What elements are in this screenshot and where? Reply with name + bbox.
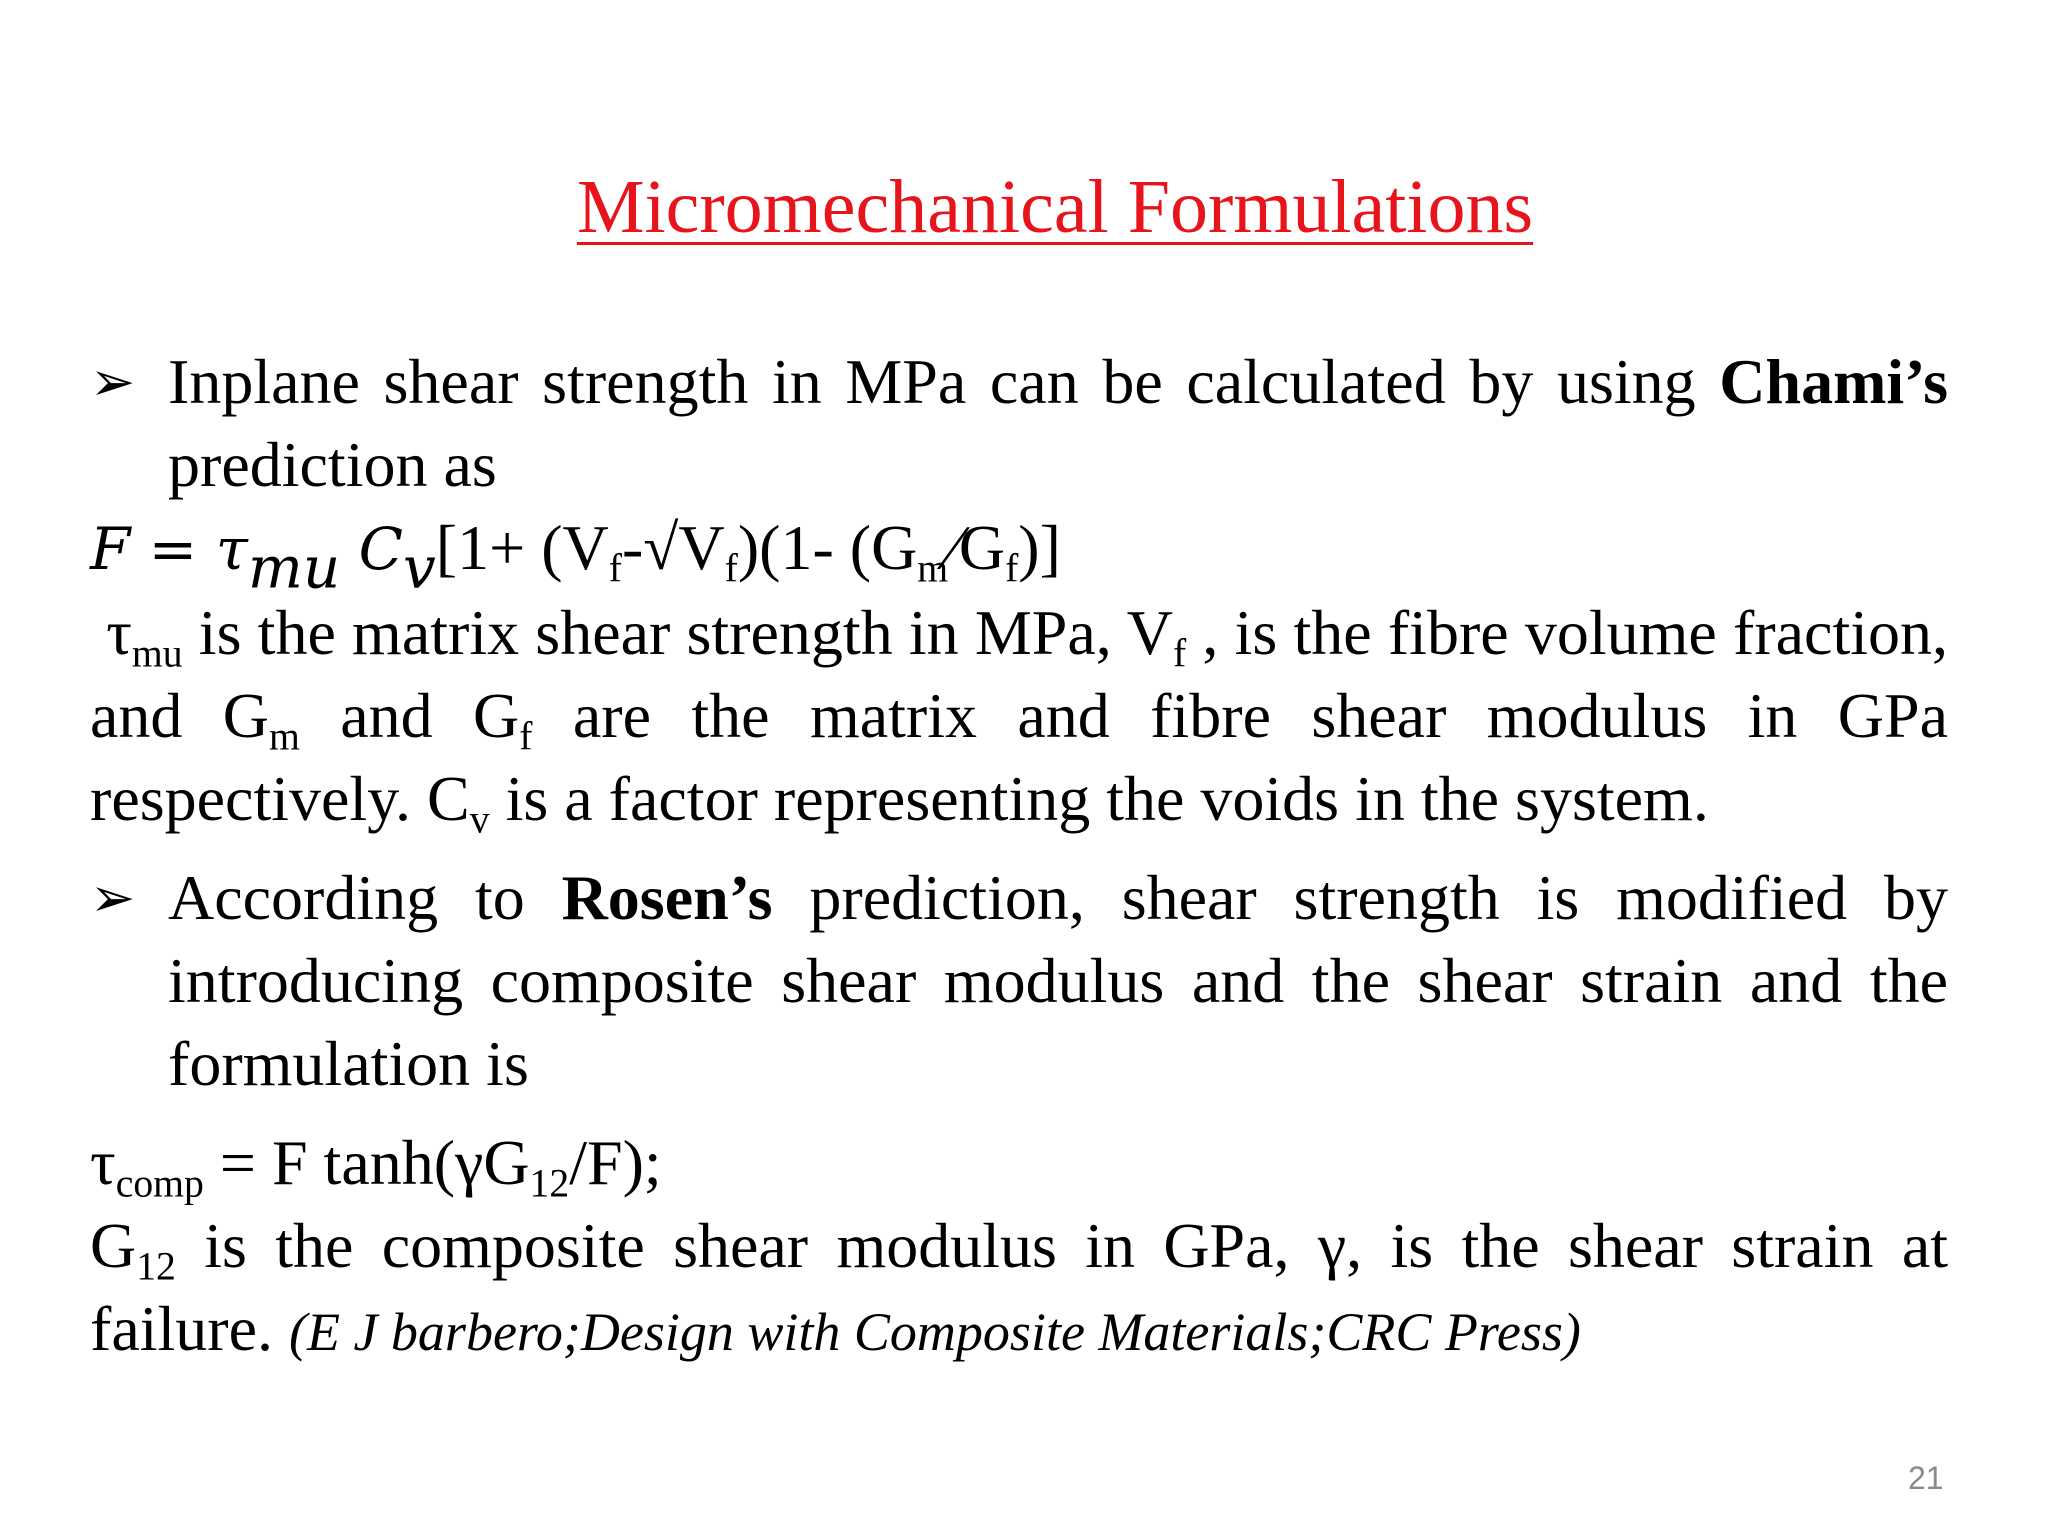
eq2-part1: = F tanh(γG (203, 1127, 530, 1198)
eq1-sub1: f (608, 546, 622, 591)
citation: (E J barbero;Design with Composite Materials;CRC Press) (289, 1302, 1581, 1362)
def-tau-sub: mu (131, 631, 183, 676)
eq1-part3: )(1- (G (737, 512, 918, 583)
rosen-name: Rosen’s (561, 862, 773, 933)
arrow-bullet-icon: ➢ (90, 350, 136, 413)
eq2-part2: /F); (569, 1127, 662, 1198)
eq1-sub4: f (1005, 546, 1019, 591)
bullet-chami (90, 340, 1948, 506)
definitions-rosen (90, 1204, 1948, 1374)
eq2-tau: τ (90, 1127, 116, 1198)
eq1-part1: [1+ (V (435, 512, 609, 583)
slide-title: Micromechanical Formulations (576, 165, 1534, 249)
page-number: 21 (1908, 1460, 1944, 1496)
def-sub4: v (469, 797, 490, 842)
eq2-sub1: 12 (529, 1161, 570, 1206)
def2-text: is the composite shear modulus in GPa, γ, is the shear strain at failure. (90, 1210, 1948, 1364)
bullet-rosen (90, 856, 1948, 1105)
eq1-part5: )] (1018, 512, 1061, 583)
def-sub1: f (1173, 631, 1187, 676)
def-part3: and G (299, 680, 520, 751)
rosen-text-b: prediction, shear strength is modified by introducing composite shear modulus and the shear strain and the formulation is (168, 862, 1948, 1099)
chami-text-b: prediction as (168, 429, 497, 500)
eq1-c-sub: v (403, 533, 436, 602)
def-sub2: m (269, 714, 300, 759)
definitions-chami (90, 591, 1948, 840)
eq1-tau-sub: mu (247, 533, 341, 602)
eq1-part4: ⁄G (948, 512, 1006, 583)
arrow-bullet-icon: ➢ (90, 866, 136, 929)
equation-chami (90, 506, 1948, 602)
def-part4: are the matrix and fibre shear modulus in GPa respectively. C (90, 680, 1949, 834)
eq2-tau-sub: comp (115, 1161, 204, 1206)
equation-rosen (90, 1121, 1948, 1204)
def2-g-sub: 12 (136, 1244, 176, 1289)
def-sub3: f (519, 714, 533, 759)
def2-g: G (90, 1210, 137, 1281)
eq1-sub2: f (724, 546, 738, 591)
def-tau: τ (106, 597, 132, 668)
slide-body (90, 340, 1948, 1374)
eq1-tau: τ (215, 515, 248, 583)
def-part2: , is the fibre volume fraction, and G (90, 597, 1949, 751)
eq1-equals: = (130, 515, 216, 583)
eq1-lhs: F (90, 515, 131, 583)
chami-text-a: Inplane shear strength in MPa can be calculated by using (168, 346, 1720, 417)
def-part5: is a factor representing the voids in the system. (489, 763, 1709, 834)
def-part1: is the matrix shear strength in MPa, V (182, 597, 1174, 668)
rosen-text-a: According to (168, 862, 562, 933)
chami-name: Chami’s (1719, 346, 1948, 417)
eq1-part2: -√V (621, 512, 725, 583)
eq1-c: C (340, 515, 404, 583)
eq1-sub3: m (917, 546, 949, 591)
